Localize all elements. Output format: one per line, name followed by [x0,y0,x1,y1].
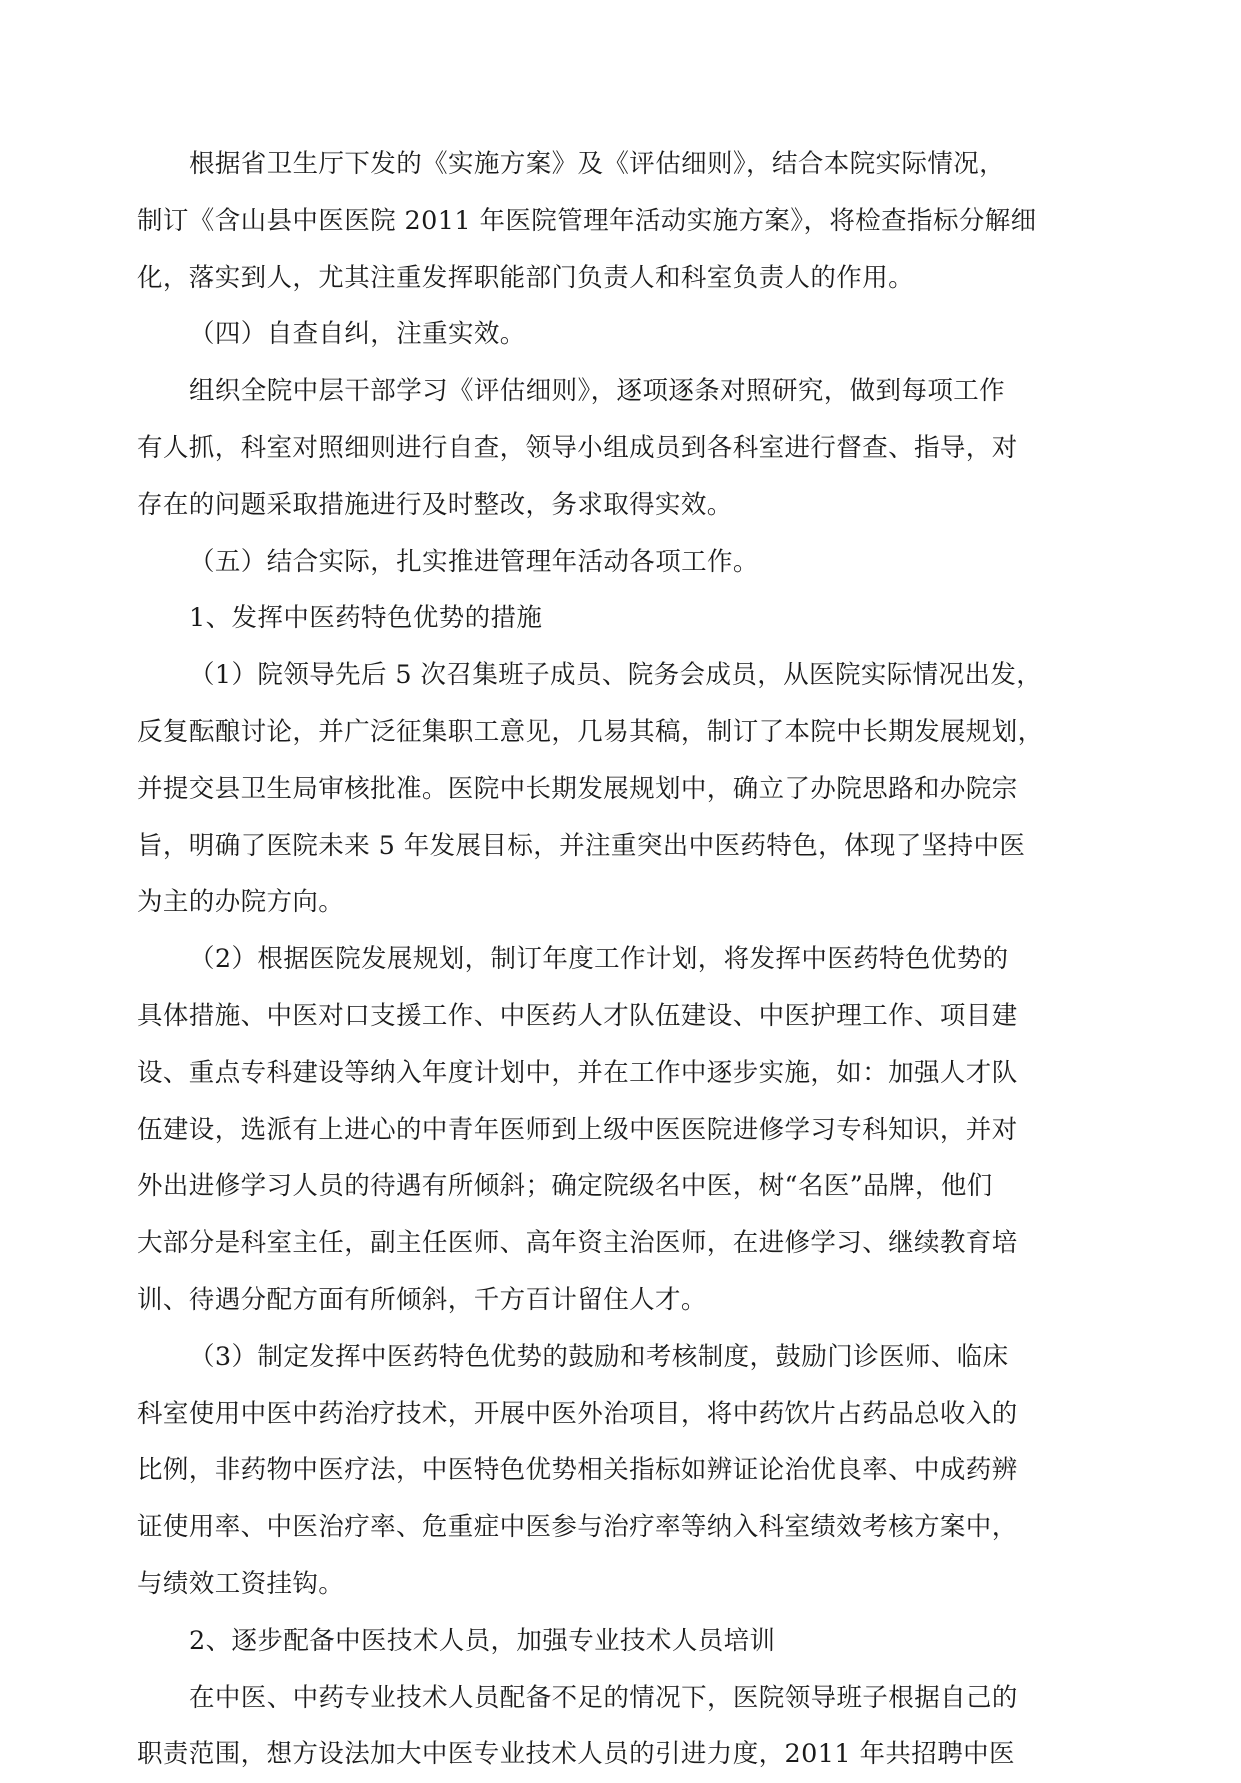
text-line: 1、发挥中医药特色优势的措施 [189,603,543,634]
text-line: 化，落实到人，尤其注重发挥职能部门负责人和科室负责人的作用。 [137,262,915,293]
text-line: 训、待遇分配方面有所倾斜，千方百计留住人才。 [137,1284,707,1315]
text-line: 为主的办院方向。 [137,887,345,918]
text-line: 比例，非药物中医疗法，中医特色优势相关指标如辨证论治优良率、中成药辨 [137,1455,1018,1486]
text-line: 制订《含山县中医医院 2011 年医院管理年活动实施方案》，将检查指标分解细 [137,205,1037,236]
text-line: 根据省卫生厅下发的《实施方案》及《评估细则》，结合本院实际情况， [189,149,1006,179]
text-line: 组织全院中层干部学习《评估细则》，逐项逐条对照研究，做到每项工作 [189,376,1006,407]
text-line: （3）制定发挥中医药特色优势的鼓励和考核制度，鼓励门诊医师、临床 [189,1341,1009,1372]
text-line: （五）结合实际，扎实推进管理年活动各项工作。 [189,546,759,577]
text-line: 具体措施、中医对口支援工作、中医药人才队伍建设、中医护理工作、项目建 [137,1000,1018,1031]
text-line: 反复酝酿讨论，并广泛征集职工意见，几易其稿，制订了本院中长期发展规划， [137,716,1044,747]
text-line: 并提交县卫生局审核批准。医院中长期发展规划中，确立了办院思路和办院宗 [137,773,1018,804]
text-line: 设、重点专科建设等纳入年度计划中，并在工作中逐步实施，如：加强人才队 [137,1057,1018,1088]
text-line: 大部分是科室主任，副主任医师、高年资主治医师，在进修学习、继续教育培 [137,1228,1018,1259]
text-line: 外出进修学习人员的待遇有所倾斜；确定院级名中医，树“名医”品牌，他们 [137,1171,993,1202]
text-line: 伍建设，选派有上进心的中青年医师到上级中医医院进修学习专科知识，并对 [137,1114,1018,1145]
text-line: 与绩效工资挂钩。 [137,1568,345,1599]
text-line: 科室使用中医中药治疗技术，开展中医外治项目，将中药饮片占药品总收入的 [137,1398,1018,1429]
text-line: 旨，明确了医院未来 5 年发展目标，并注重突出中医药特色，体现了坚持中医 [137,830,1026,861]
text-line: 职责范围，想方设法加大中医专业技术人员的引进力度，2011 年共招聘中医 [137,1739,1015,1770]
text-line: （四）自查自纠，注重实效。 [189,319,526,350]
body-text [137,136,1117,1783]
text-line: 在中医、中药专业技术人员配备不足的情况下，医院领导班子根据自己的 [189,1682,1018,1713]
text-line: 存在的问题采取措施进行及时整改，务求取得实效。 [137,489,733,520]
text-line: （2）根据医院发展规划，制订年度工作计划，将发挥中医药特色优势的 [189,944,1009,975]
text-line: 2、逐步配备中医技术人员，加强专业技术人员培训 [189,1625,776,1656]
text-line: 证使用率、中医治疗率、危重症中医参与治疗率等纳入科室绩效考核方案中， [137,1512,1018,1543]
text-line: （1）院领导先后 5 次召集班子成员、院务会成员，从医院实际情况出发， [189,660,1043,691]
text-line: 有人抓，科室对照细则进行自查，领导小组成员到各科室进行督查、指导，对 [137,432,1018,463]
